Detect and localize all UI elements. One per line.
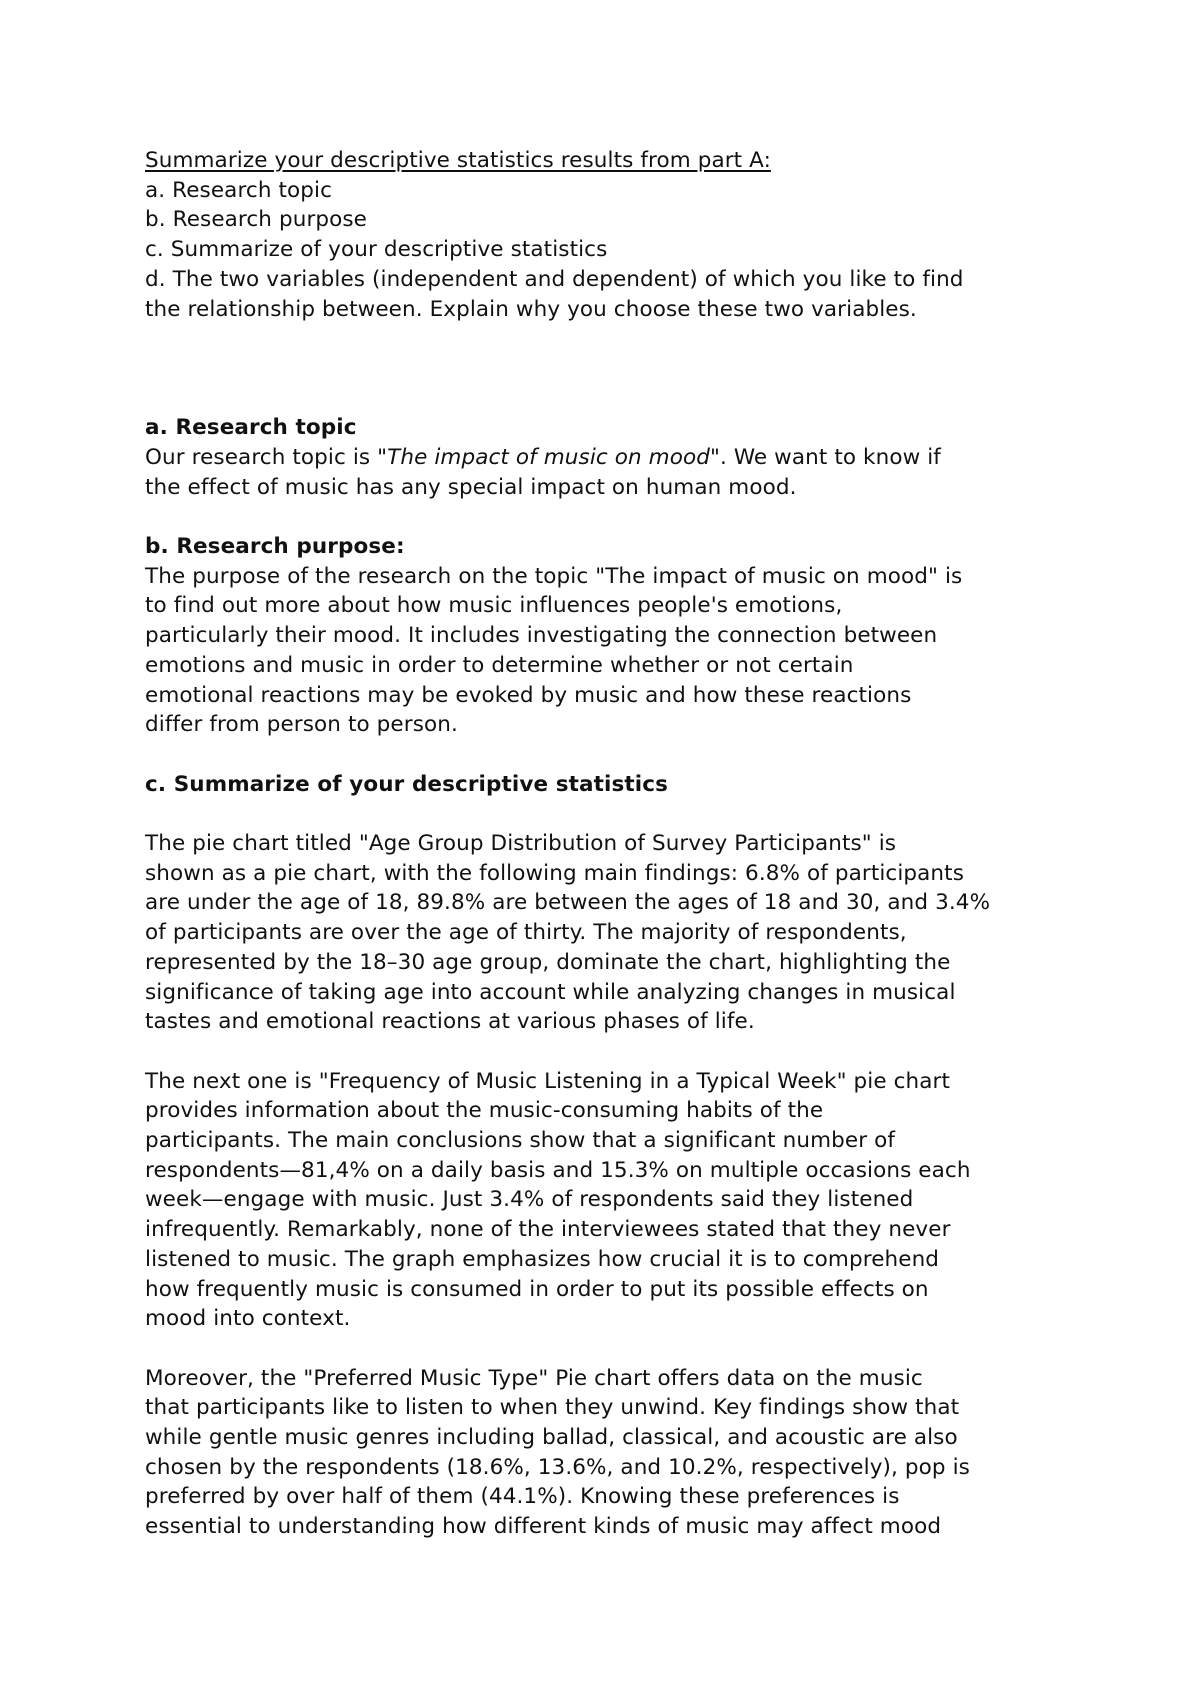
section-heading-purpose: b. Research purpose: — [145, 534, 405, 560]
music-type-paragraph-line: while gentle music genres including ballad, classical, and acoustic are also — [145, 1425, 958, 1451]
section-heading-topic: a. Research topic — [145, 415, 357, 441]
frequency-paragraph-line: week—engage with music. Just 3.4% of respondents said they listened — [145, 1187, 914, 1213]
topic-text: ". We want to know if — [709, 444, 941, 470]
purpose-line: emotions and music in order to determine whether or not certain — [145, 652, 854, 678]
spacer — [145, 1334, 1085, 1364]
section-heading-stats: c. Summarize of your descriptive statistics — [145, 771, 668, 797]
music-type-paragraph-line: chosen by the respondents (18.6%, 13.6%, and 10.2%, respectively), pop is — [145, 1454, 970, 1480]
spacer — [145, 799, 1085, 829]
instruction-item: d. The two variables (independent and dependent) of which you like to find — [145, 266, 964, 292]
frequency-paragraph-line: how frequently music is consumed in order to put its possible effects on — [145, 1276, 929, 1302]
frequency-paragraph-line: infrequently. Remarkably, none of the interviewees stated that they never — [145, 1217, 951, 1243]
instruction-item: b. Research purpose — [145, 207, 368, 233]
age-paragraph-line: represented by the 18–30 age group, dominate the chart, highlighting the — [145, 949, 951, 975]
age-paragraph-line: are under the age of 18, 89.8% are between the ages of 18 and 30, and 3.4% — [145, 890, 991, 916]
topic-text: Our research topic is " — [145, 444, 388, 470]
spacer — [145, 1037, 1085, 1067]
frequency-paragraph-line: mood into context. — [145, 1306, 351, 1332]
purpose-line: particularly their mood. It includes investigating the connection between — [145, 623, 938, 649]
age-paragraph-line: tastes and emotional reactions at various phases of life. — [145, 1009, 755, 1035]
music-type-paragraph-line: preferred by over half of them (44.1%). Knowing these preferences is — [145, 1484, 900, 1510]
purpose-line: The purpose of the research on the topic "The impact of music on mood" is — [145, 563, 963, 589]
instruction-item: a. Research topic — [145, 177, 333, 203]
instruction-item: the relationship between. Explain why you choose these two variables. — [145, 296, 917, 322]
purpose-line: differ from person to person. — [145, 712, 458, 738]
age-paragraph-line: significance of taking age into account while analyzing changes in musical — [145, 979, 956, 1005]
frequency-paragraph-line: respondents—81,4% on a daily basis and 15.3% on multiple occasions each — [145, 1157, 971, 1183]
music-type-paragraph-line: essential to understanding how different kinds of music may affect mood — [145, 1514, 942, 1540]
instructions-heading: Summarize your descriptive statistics results from part A: — [145, 148, 771, 173]
spacer — [145, 502, 1085, 532]
spacer — [145, 740, 1085, 770]
topic-line — [145, 443, 1085, 473]
age-paragraph-line: of participants are over the age of thirty. The majority of respondents, — [145, 920, 907, 946]
instruction-item: c. Summarize of your descriptive statistics — [145, 237, 608, 263]
age-paragraph-line: shown as a pie chart, with the following main findings: 6.8% of participants — [145, 860, 964, 886]
frequency-paragraph-line: participants. The main conclusions show that a significant number of — [145, 1128, 896, 1154]
topic-title: The impact of music on mood — [387, 444, 710, 470]
purpose-line: to find out more about how music influences people's emotions, — [145, 593, 843, 619]
music-type-paragraph-line: Moreover, the "Preferred Music Type" Pie chart offers data on the music — [145, 1365, 923, 1391]
age-paragraph-line: The pie chart titled "Age Group Distribution of Survey Participants" is — [145, 831, 897, 857]
document-body — [145, 146, 1085, 1542]
frequency-paragraph-line: listened to music. The graph emphasizes how crucial it is to comprehend — [145, 1246, 940, 1272]
topic-line: the effect of music has any special impact on human mood. — [145, 474, 797, 500]
frequency-paragraph-line: provides information about the music-consuming habits of the — [145, 1098, 824, 1124]
spacer — [145, 324, 1085, 413]
purpose-line: emotional reactions may be evoked by music and how these reactions — [145, 682, 912, 708]
music-type-paragraph-line: that participants like to listen to when they unwind. Key findings show that — [145, 1395, 960, 1421]
frequency-paragraph-line: The next one is "Frequency of Music Listening in a Typical Week" pie chart — [145, 1068, 950, 1094]
